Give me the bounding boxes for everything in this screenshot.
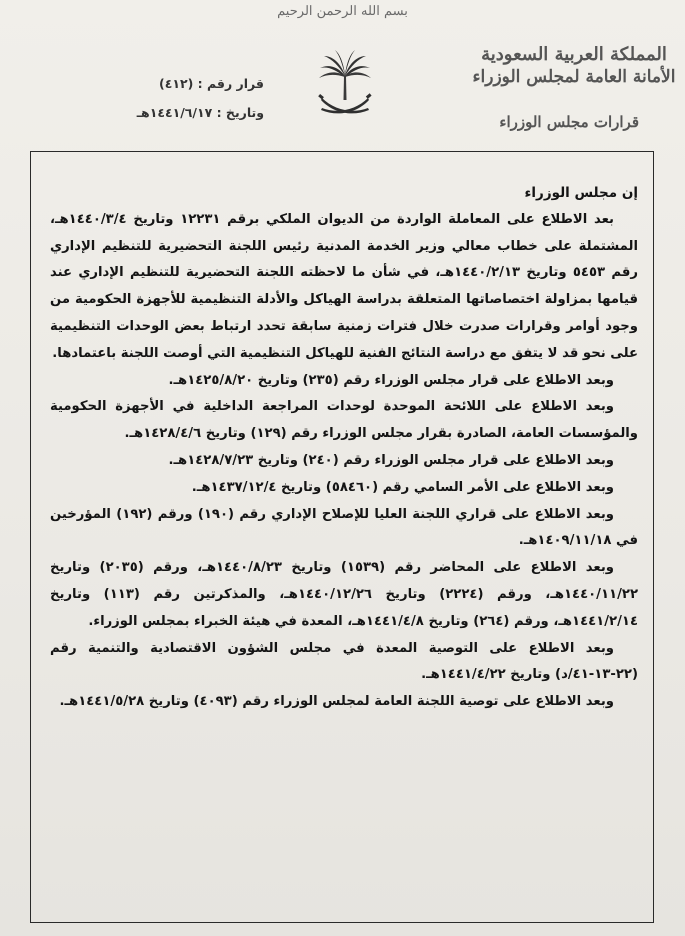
decision-number: قرار رقم : (٤١٢) [158, 76, 264, 91]
council-heading: إن مجلس الوزراء [524, 185, 638, 201]
government-header [469, 44, 679, 131]
paragraph: بعد الاطلاع على المعاملة الواردة من الديوان الملكي برقم ١٢٢٣١ وتاريخ ١٤٤٠/٣/٤هـ، المشتملة على خطاب معالي وزير الخدمة المدنية رئيس اللجنة التحضيرية للتنظيم الإداري رقم ٥٤٥٣ وتاريخ ١٤٤٠/٢/١٣هـ، في شأن ما لاحظته اللجنة التحضيرية للتنظيم الإداري عند قيامها بمزاولة اختصاصاتها المتعلقة بدراسة الهياكل والأدلة التنظيمية للأجهزة الحكومية من وجود أوامر وقرارات صدرت خلال فترات زمنية سابقة تحدد ارتباط بعض الوحدات التنظيمية على نحو قد لا يتفق مع دراسة النتائج الفنية للهياكل التنظيمية التي أوصت اللجنة باعتمادها. [50, 211, 638, 361]
paragraph: وبعد الاطلاع على المحاضر رقم (١٥٣٩) وتاريخ ١٤٤٠/٨/٢٣هـ، ورقم (٢٠٣٥) وتاريخ ١٤٤٠/١١/٢٢هـ، ورقم (٢٢٢٤) وتاريخ ١٤٤٠/١٢/٢٦هـ، والمذكرتين رقم (١١٣) وتاريخ ١٤٤١/٢/١٤هـ، ورقم (٢٦٤) وتاريخ ١٤٤١/٤/٨هـ، المعدة في هيئة الخبراء بمجلس الوزراء. [50, 560, 638, 629]
paragraph: وبعد الاطلاع على اللائحة الموحدة لوحدات المراجعة الداخلية في الأجهزة الحكومية والمؤسسات العامة، الصادرة بقرار مجلس الوزراء رقم (١٢٩) وتاريخ ١٤٢٨/٤/٦هـ. [50, 399, 638, 442]
kingdom-name: المملكة العربية السعودية [481, 44, 667, 65]
paragraph: وبعد الاطلاع على التوصية المعدة في مجلس الشؤون الاقتصادية والتنمية رقم (٢٢-١٣-٤١/د) وتاريخ ١٤٤١/٤/٢٢هـ. [50, 640, 638, 683]
paragraph: وبعد الاطلاع على توصية اللجنة العامة لمجلس الوزراء رقم (٤٠٩٣) وتاريخ ١٤٤١/٥/٢٨هـ. [59, 694, 614, 710]
decision-date: وتاريخ : ١٤٤١/٦/١٧هـ [136, 105, 264, 120]
paragraph: وبعد الاطلاع على الأمر السامي رقم (٥٨٤٦٠) وتاريخ ١٤٣٧/١٢/٤هـ. [191, 479, 614, 495]
paragraph: وبعد الاطلاع على قرار مجلس الوزراء رقم (٢٤٠) وتاريخ ١٤٢٨/٧/٢٣هـ. [168, 452, 614, 468]
decision-info [94, 76, 264, 134]
decisions-title: قرارات مجلس الوزراء [499, 113, 639, 131]
paragraph: وبعد الاطلاع على قرار مجلس الوزراء رقم (٢٣٥) وتاريخ ١٤٢٥/٨/٢٠هـ. [168, 372, 614, 388]
basmala: بسم الله الرحمن الرحيم [277, 4, 408, 19]
saudi-emblem-icon [316, 48, 374, 120]
document-body [50, 180, 638, 716]
paragraph: وبعد الاطلاع على قراري اللجنة العليا للإصلاح الإداري رقم (١٩٠) ورقم (١٩٢) المؤرخين في ١٤٠٩/١١/١٨هـ. [50, 506, 638, 549]
secretariat-name: الأمانة العامة لمجلس الوزراء [472, 67, 676, 87]
